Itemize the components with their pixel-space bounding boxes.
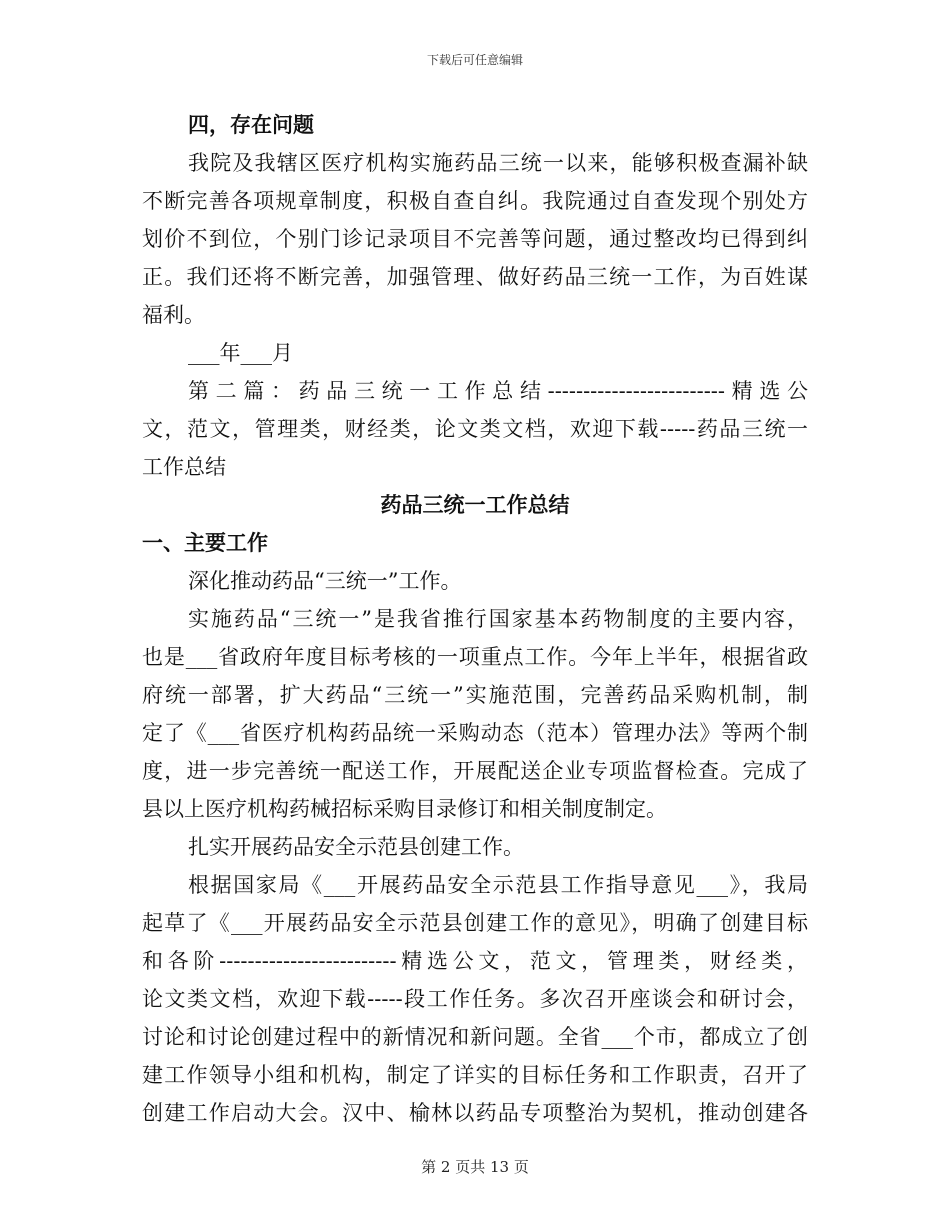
page-header: 下载后可任意编辑 [426, 53, 523, 67]
paragraph-line: 第二篇：药品三统一工作总结-------------------------精选公 [188, 379, 808, 403]
paragraph-line: 根据国家局《___开展药品安全示范县工作指导意见___》，我局 [188, 873, 808, 897]
paragraph-line: 实施药品“三统一”是我省推行国家基本药物制度的主要内容， [188, 607, 808, 631]
page-number: 第 2 页共 13 页 [421, 1158, 529, 1176]
subheading-line: 扎实开展药品安全示范县创建工作。 [188, 835, 524, 859]
paragraph-line: 府统一部署，扩大药品“三统一”实施范围，完善药品采购机制，制 [142, 683, 808, 707]
paragraph-line: 论文类文档，欢迎下载-----段工作任务。多次召开座谈会和研讨会， [142, 987, 808, 1011]
document-body [142, 106, 808, 1132]
paragraph-line: 起草了《___开展药品安全示范县创建工作的意见》，明确了创建目标 [142, 911, 808, 935]
paragraph-line: 和各阶-------------------------精选公文，范文，管理类，财经类， [142, 949, 808, 973]
subheading-line: 深化推动药品“三统一”工作。 [188, 569, 462, 593]
paragraph-line: 福利。 [142, 303, 205, 327]
paragraph-line: 定了《___省医疗机构药品统一采购动态（范本）管理办法》等两个制 [142, 721, 808, 745]
paragraph-line: 度，进一步完善统一配送工作，开展配送企业专项监督检查。完成了 [142, 759, 808, 783]
paragraph-line: 正。我们还将不断完善，加强管理、做好药品三统一工作，为百姓谋 [142, 265, 808, 289]
paragraph-line: 工作总结 [142, 455, 226, 479]
paragraph-line: 建工作领导小组和机构，制定了详实的目标任务和工作职责，召开了 [142, 1063, 808, 1087]
date-line: ___年___月 [188, 341, 293, 365]
paragraph-line: 我院及我辖区医疗机构实施药品三统一以来，能够积极查漏补缺 [188, 151, 808, 175]
paragraph-line: 也是___省政府年度目标考核的一项重点工作。今年上半年，根据省政 [142, 645, 808, 669]
section-heading-problems: 四，存在问题 [188, 112, 314, 137]
paragraph-line: 创建工作启动大会。汉中、榆林以药品专项整治为契机，推动创建各 [142, 1101, 808, 1125]
paragraph-line: 县以上医疗机构药械招标采购目录修订和相关制度制定。 [142, 797, 667, 821]
section-heading-main-work: 一、主要工作 [142, 530, 268, 555]
paragraph-line: 划价不到位，个别门诊记录项目不完善等问题，通过整改均已得到纠 [142, 227, 808, 251]
document-title: 药品三统一工作总结 [380, 492, 570, 517]
paragraph-line: 讨论和讨论创建过程中的新情况和新问题。全省___个市，都成立了创 [142, 1025, 808, 1049]
paragraph-line: 不断完善各项规章制度，积极自查自纠。我院通过自查发现个别处方 [142, 189, 808, 213]
paragraph-line: 文，范文，管理类，财经类，论文类文档，欢迎下载-----药品三统一 [142, 417, 808, 441]
